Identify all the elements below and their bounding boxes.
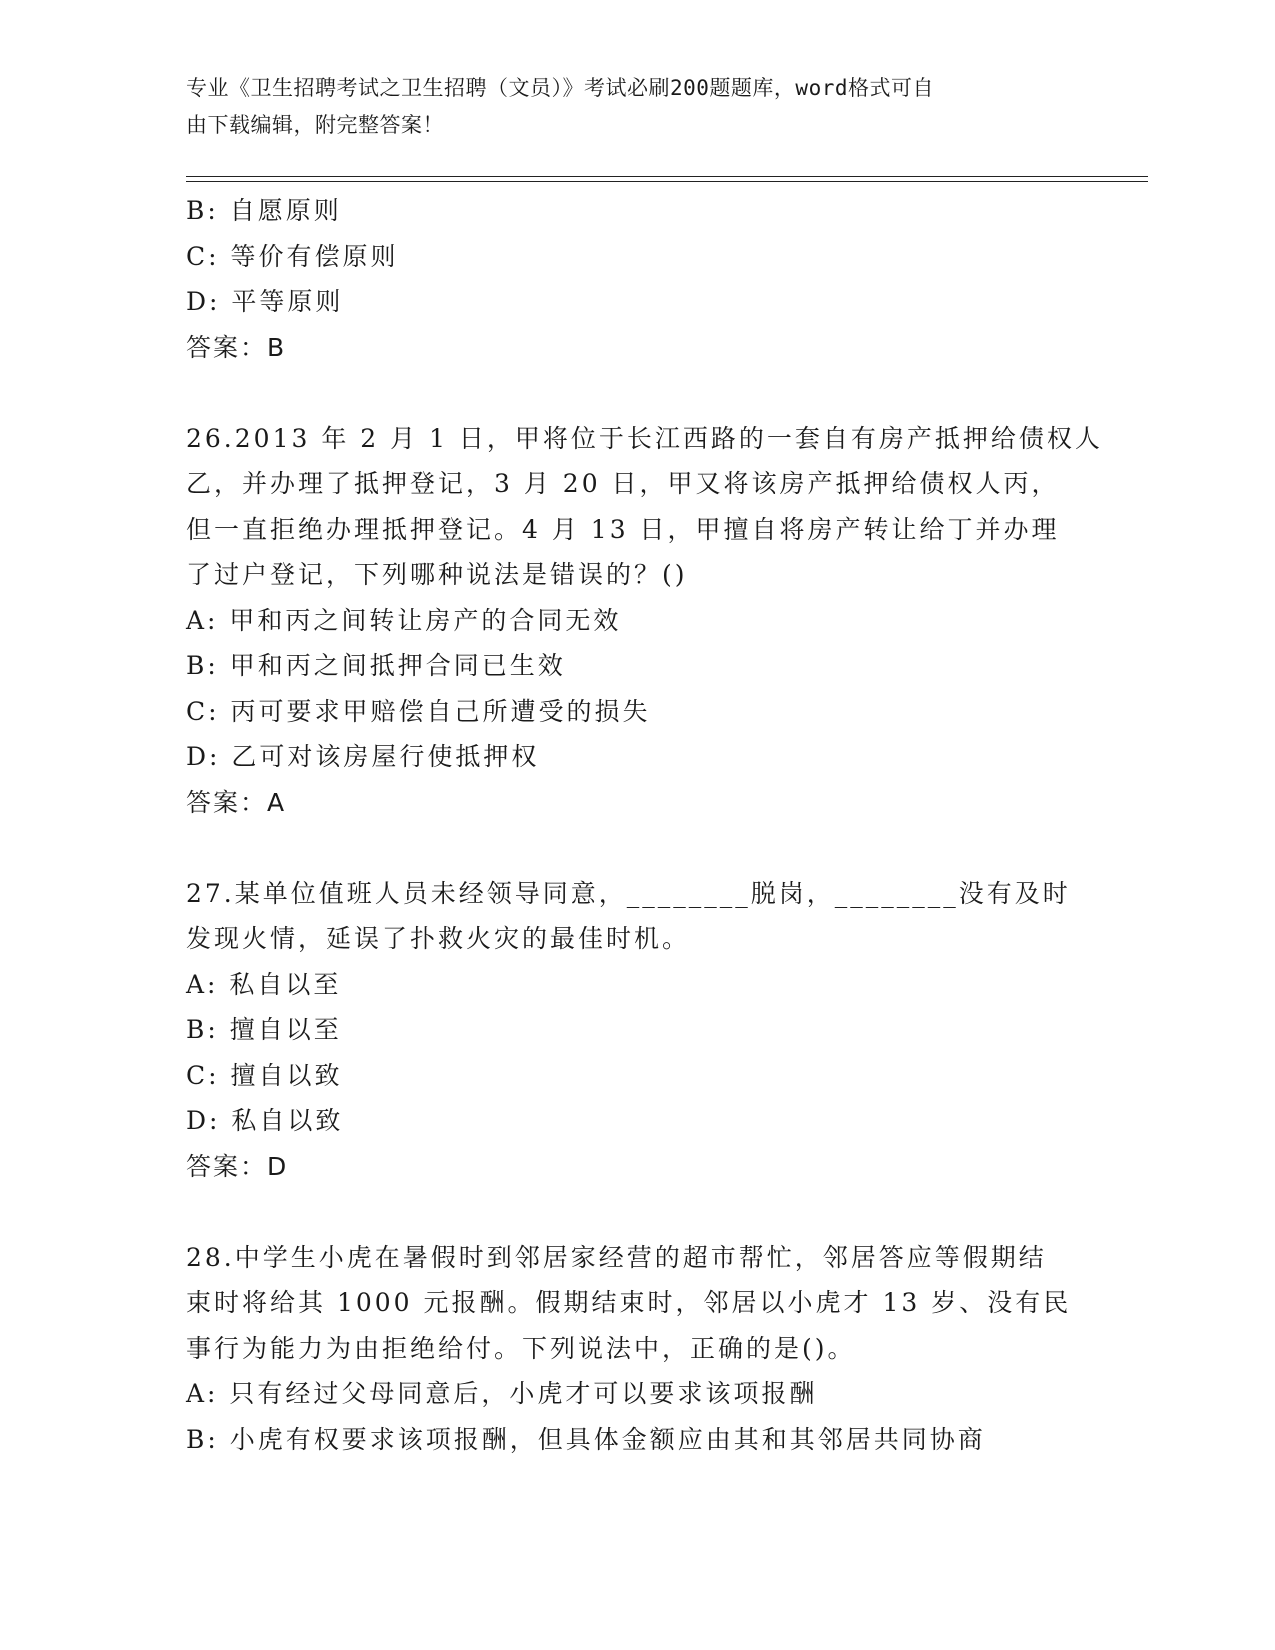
- spacer: [186, 1189, 1086, 1235]
- option-a: A: 私自以至: [186, 969, 342, 999]
- option-d: D: 私自以致: [186, 1106, 344, 1135]
- option-b: B: 小虎有权要求该项报酬，但具体金额应由其和其邻居共同协商: [186, 1424, 986, 1454]
- question-27: [186, 871, 1086, 1190]
- question-26: [186, 416, 1103, 826]
- answer-label: 答案：A: [186, 787, 287, 817]
- option-d: D: 平等原则: [186, 287, 344, 316]
- header-divider-top: [186, 176, 1148, 177]
- header-divider-bottom: [186, 181, 1148, 182]
- question-25-continued: [186, 188, 1086, 370]
- option-d: D: 乙可对该房屋行使抵押权: [186, 742, 540, 771]
- question-stem: 了过户登记，下列哪种说法是错误的？(): [186, 560, 688, 589]
- question-stem: 26.2013 年 2 月 1 日，甲将位于长江西路的一套自有房产抵押给债权人: [186, 423, 1103, 453]
- question-stem: 27.某单位值班人员未经领导同意，________脱岗，________没有及时: [186, 878, 1071, 908]
- option-a: A: 甲和丙之间转让房产的合同无效: [186, 605, 622, 635]
- spacer: [186, 825, 1086, 871]
- question-list: [186, 188, 1103, 1462]
- question-stem: 但一直拒绝办理抵押登记。4 月 13 日，甲擅自将房产转让给丁并办理: [186, 514, 1060, 544]
- header-line-1: 专业《卫生招聘考试之卫生招聘（文员）》考试必刷200题题库，word格式可自: [186, 76, 934, 100]
- option-b: B: 自愿原则: [186, 196, 342, 225]
- answer-label: 答案：D: [186, 1151, 289, 1181]
- question-28: [186, 1235, 1086, 1463]
- option-a: A: 只有经过父母同意后，小虎才可以要求该项报酬: [186, 1379, 818, 1408]
- answer-label: 答案：B: [186, 332, 287, 362]
- question-stem: 28.中学生小虎在暑假时到邻居家经营的超市帮忙，邻居答应等假期结: [186, 1242, 1047, 1272]
- page-header: [186, 70, 1066, 144]
- option-c: C: 丙可要求甲赔偿自己所遭受的损失: [186, 696, 651, 726]
- spacer: [186, 370, 1086, 416]
- question-stem: 事行为能力为由拒绝给付。下列说法中，正确的是()。: [186, 1333, 856, 1363]
- question-stem: 束时将给其 1000 元报酬。假期结束时，邻居以小虎才 13 岁、没有民: [186, 1288, 1072, 1317]
- question-stem: 发现火情，延误了扑救火灾的最佳时机。: [186, 924, 691, 953]
- option-c: C: 擅自以致: [186, 1060, 343, 1090]
- option-c: C: 等价有偿原则: [186, 241, 399, 271]
- question-stem: 乙，并办理了抵押登记，3 月 20 日，甲又将该房产抵押给债权人丙，: [186, 469, 1060, 498]
- header-line-2: 由下载编辑，附完整答案！: [186, 113, 444, 137]
- option-b: B: 擅自以至: [186, 1015, 342, 1044]
- option-b: B: 甲和丙之间抵押合同已生效: [186, 651, 566, 680]
